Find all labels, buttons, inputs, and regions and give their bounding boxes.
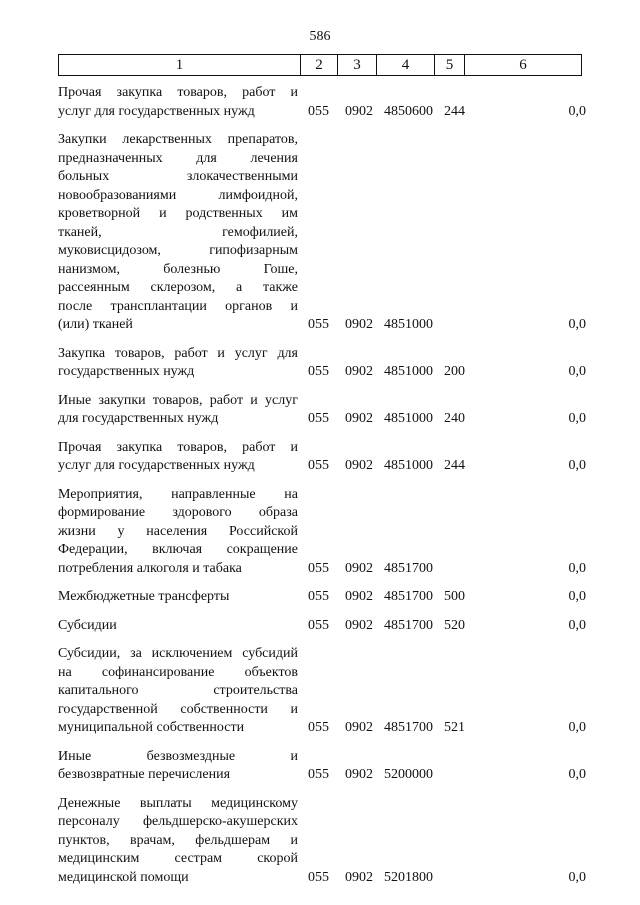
row-cell-c4: 4851700 (384, 720, 433, 735)
column-header-table (58, 54, 582, 76)
row-name-line: Мероприятия, направленные на (58, 486, 298, 502)
row-cell-c4: 5201800 (384, 869, 433, 885)
row-cell-c4: 4851700 (384, 560, 433, 576)
header-col-4: 4 (377, 55, 435, 76)
row-cell-c3: 0902 (345, 364, 373, 379)
row-name-line: капитального строительства (58, 683, 298, 698)
row-name-line: новообразованиями лимфоидной, (58, 187, 298, 203)
table-row (58, 486, 588, 579)
header-col-1: 1 (59, 55, 301, 76)
row-name-line: медицинским сестрам скорой (58, 851, 298, 866)
row-codes (58, 719, 588, 738)
table-row (58, 345, 588, 382)
row-cell-c6: 0,0 (568, 103, 586, 119)
row-name-line: потребления алкоголя и табака (58, 560, 242, 576)
row-cell-c4: 5200000 (384, 767, 433, 782)
row-cell-c3: 0902 (345, 317, 373, 332)
row-cell-c5: 240 (444, 411, 465, 426)
row-name-line: Прочая закупка товаров, работ и (58, 85, 298, 100)
row-name-line: Прочая закупка товаров, работ и (58, 439, 298, 455)
row-cell-c2: 055 (308, 317, 329, 332)
row-name-line: формирование здорового образа (58, 505, 298, 520)
row-cell-c2: 055 (308, 364, 329, 379)
table-row (58, 84, 588, 121)
row-name-line: кроветворной и родственных им (58, 206, 298, 221)
row-name-line: Федерации, включая сокращение (58, 542, 298, 557)
row-name-line: Иные закупки товаров, работ и услуг (58, 392, 298, 408)
row-codes (58, 869, 588, 888)
header-col-6: 6 (465, 55, 582, 76)
row-codes (58, 766, 588, 785)
row-cell-c3: 0902 (345, 103, 373, 119)
row-cell-c3: 0902 (345, 869, 373, 885)
row-cell-c6: 0,0 (568, 767, 586, 782)
row-cell-c2: 055 (308, 589, 329, 604)
row-name-line: для государственных нужд (58, 411, 219, 426)
row-cell-c4: 4851000 (384, 364, 433, 379)
row-name-line: жизни у населения Российской (58, 523, 298, 539)
row-cell-c3: 0902 (345, 767, 373, 782)
row-name-line: Субсидии (58, 617, 117, 633)
row-name-line: предназначенных для лечения (58, 150, 298, 166)
table-row (58, 645, 588, 738)
row-codes (58, 410, 588, 429)
row-name-line: муковисцидозом, гипофизарным (58, 243, 298, 258)
row-cell-c5: 500 (444, 589, 465, 604)
row-cell-c3: 0902 (345, 458, 373, 473)
row-cell-c6: 0,0 (568, 458, 586, 473)
row-cell-c4: 4851700 (384, 617, 433, 633)
row-cell-c3: 0902 (345, 560, 373, 576)
row-cell-c6: 0,0 (568, 317, 586, 332)
row-name-line: пунктов, врачам, фельдшерам и (58, 832, 298, 848)
row-cell-c6: 0,0 (568, 560, 586, 576)
header-col-3: 3 (338, 55, 377, 76)
row-cell-c4: 4851000 (384, 317, 433, 332)
row-name-line: государственных нужд (58, 364, 195, 379)
row-name (58, 131, 298, 335)
row-cell-c2: 055 (308, 767, 329, 782)
row-cell-c3: 0902 (345, 720, 373, 735)
table-row (58, 131, 588, 335)
row-cell-c6: 0,0 (568, 589, 586, 604)
row-codes (58, 457, 588, 476)
row-name-line: после трансплантации органов и (58, 298, 298, 314)
row-name-line: Денежные выплаты медицинскому (58, 795, 298, 811)
page-number: 586 (309, 29, 331, 44)
row-cell-c4: 4851000 (384, 458, 433, 473)
row-name-line: медицинской помощи (58, 869, 189, 885)
row-codes (58, 560, 588, 579)
row-cell-c4: 4851700 (384, 589, 433, 604)
row-name-line: Иные безвозмездные и (58, 748, 298, 764)
row-cell-c3: 0902 (345, 617, 373, 633)
row-codes (58, 363, 588, 382)
table-row (58, 588, 588, 607)
budget-rows (58, 84, 588, 897)
row-cell-c2: 055 (308, 617, 329, 633)
row-name-line: Закупки лекарственных препаратов, (58, 132, 298, 147)
row-cell-c2: 055 (308, 103, 329, 119)
row-cell-c2: 055 (308, 720, 329, 735)
row-cell-c5: 200 (444, 364, 465, 379)
row-cell-c5: 244 (444, 103, 465, 119)
table-row (58, 795, 588, 888)
row-cell-c2: 055 (308, 458, 329, 473)
row-name-line: нанизмом, болезнью Гоше, (58, 261, 298, 277)
row-cell-c6: 0,0 (568, 411, 586, 426)
row-cell-c2: 055 (308, 560, 329, 576)
header-col-5: 5 (435, 55, 465, 76)
row-codes (58, 316, 588, 335)
row-cell-c6: 0,0 (568, 720, 586, 735)
row-cell-c6: 0,0 (568, 869, 586, 885)
row-name-line: государственной собственности и (58, 701, 298, 717)
row-cell-c4: 4850600 (384, 103, 433, 119)
row-name-line: персоналу фельдшерско-акушерских (58, 814, 298, 829)
row-codes (58, 588, 588, 607)
row-name-line: безвозвратные перечисления (58, 767, 231, 782)
table-row (58, 617, 588, 636)
row-name-line: муниципальной собственности (58, 720, 245, 735)
row-cell-c5: 520 (444, 617, 465, 633)
row-name-line: Межбюджетные трансферты (58, 589, 230, 604)
row-cell-c2: 055 (308, 869, 329, 885)
row-codes (58, 617, 588, 636)
row-name-line: больных злокачественными (58, 169, 298, 184)
row-cell-c6: 0,0 (568, 364, 586, 379)
row-cell-c6: 0,0 (568, 617, 586, 633)
row-name-line: на софинансирование объектов (58, 664, 298, 680)
row-cell-c3: 0902 (345, 411, 373, 426)
row-name-line: (или) тканей (58, 317, 133, 332)
row-name-line: тканей, гемофилией, (58, 224, 298, 240)
row-name-line: рассеянным склерозом, а также (58, 280, 298, 295)
header-col-2: 2 (301, 55, 338, 76)
row-cell-c3: 0902 (345, 589, 373, 604)
table-row (58, 439, 588, 476)
row-cell-c4: 4851000 (384, 411, 433, 426)
row-name-line: услуг для государственных нужд (58, 458, 255, 473)
row-name-line: Субсидии, за исключением субсидий (58, 646, 298, 661)
row-cell-c5: 521 (444, 720, 465, 735)
row-codes (58, 103, 588, 122)
row-cell-c5: 244 (444, 458, 465, 473)
row-name-line: Закупка товаров, работ и услуг для (58, 345, 298, 361)
row-name-line: услуг для государственных нужд (58, 103, 255, 119)
table-row (58, 392, 588, 429)
table-row (58, 748, 588, 785)
row-cell-c2: 055 (308, 411, 329, 426)
